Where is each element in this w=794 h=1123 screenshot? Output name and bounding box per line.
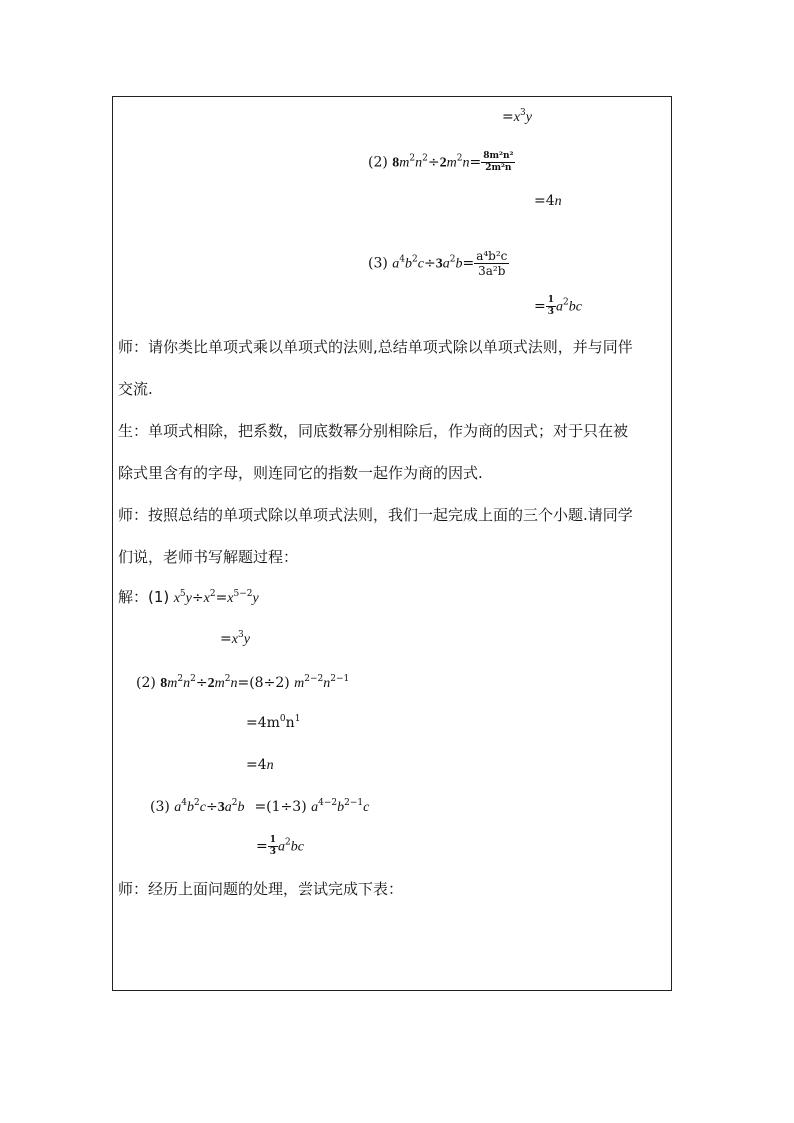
solution-3-line1: (3) $a^4b^2c\div 3a^2b =(1\div 3)$ $a^{4-2}b^{2-1}c$	[150, 798, 370, 815]
solution-3-line2: = $\frac{1}{3}$ $a^2bc$	[256, 835, 304, 857]
document-frame	[112, 96, 672, 991]
math-line-3-result: = $\frac{1}{3}$ $a^2bc$	[534, 295, 582, 317]
solution-1-line2: $=x^3y$	[220, 630, 250, 647]
teacher-prompt-line2: 交流.	[118, 380, 153, 398]
solution-2-line1: (2) $8m^2n^2\div 2m^2n=(8\div 2)$ $m^{2-2}n^{2-1}$	[136, 674, 350, 691]
teacher-instruction-line2: 们说，老师书写解题过程：	[118, 548, 299, 566]
math-line-2: (2) $8m^2n^2\div 2m^2n=$ $\frac{\text{8m²n²}}{\text{2m²n}}$	[368, 151, 514, 173]
fraction-8m2n2-over-2m2n: $\frac{\text{8m²n²}}{\text{2m²n}}$	[483, 151, 514, 173]
math-line-top: $=x^3y$	[502, 108, 532, 125]
student-answer-line1: 生：单项式相除，把系数，同底数幂分别相除后，作为商的因式；对于只在被	[118, 422, 629, 440]
math-line-3: (3) $a^4b^2c\div 3a^2b=$ $\frac{\text{a⁴b²c}}{\text{3a²b}}$	[368, 249, 508, 278]
math-line-2-result: =4n	[534, 193, 562, 209]
teacher-instruction-line1: 师：按照总结的单项式除以单项式法则，我们一起完成上面的三个小题.请同学	[118, 506, 633, 524]
student-answer-line2: 除式里含有的字母，则连同它的指数一起作为商的因式.	[118, 464, 483, 482]
solution-1-line1: 解：(1) $x^5y\div x^2=x^{5-2}y$	[118, 588, 259, 606]
teacher-prompt-line1: 师：请你类比单项式乘以单项式的法则,总结单项式除以单项式法则，并与同伴	[118, 338, 633, 356]
fraction-one-third-solution: $\frac{1}{3}$	[269, 835, 276, 857]
solution-2-line3: =4n	[246, 757, 274, 773]
solution-2-line2: $=4m^0n^1$	[246, 714, 301, 731]
teacher-table-prompt: 师：经历上面问题的处理，尝试完成下表：	[118, 880, 404, 898]
fraction-one-third: $\frac{1}{3}$	[547, 295, 554, 317]
fraction-a4b2c-over-3a2b: $\frac{\text{a⁴b²c}}{\text{3a²b}}$	[476, 249, 508, 278]
